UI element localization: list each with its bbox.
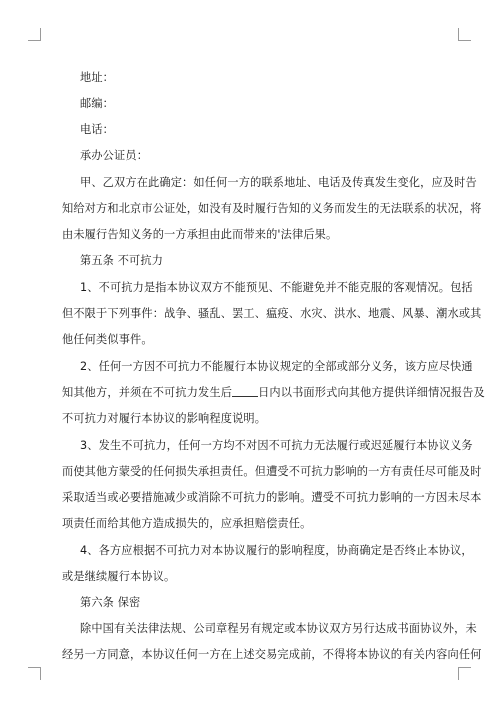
clause-line: 不可抗力对履行本协议的影响程度说明。 — [62, 412, 267, 425]
clause-line: 3、发生不可抗力，任何一方均不对因不可抗力无法履行或迟延履行本协议义务 — [80, 439, 473, 452]
clause-line: 他任何类似事件。 — [62, 333, 153, 346]
notice-line: 由未履行告知义务的一方承担由此而带来的'法律后果。 — [62, 228, 338, 241]
blank-underline — [232, 385, 258, 397]
article6-title: 第六条 保密 — [80, 596, 141, 609]
address-label: 地址： — [80, 71, 115, 84]
crop-mark-bottom-right — [458, 667, 471, 680]
clause-line — [62, 379, 485, 407]
clause-line: 项责任而给其他方造成损失的，应承担赔偿责任。 — [62, 517, 312, 530]
article5-title: 第五条 不可抗力 — [80, 254, 164, 267]
clause-line: 1、不可抗力是指本协议双方不能预见、不能避免并不能克服的客观情况。包括 — [80, 281, 473, 294]
crop-mark-top-right — [458, 28, 471, 41]
clause-line: 但不限于下列事件：战争、骚乱、罢工、瘟疫、水灾、洪水、地震、风暴、潮水或其 — [62, 307, 482, 320]
notice-line: 甲、乙双方在此确定：如任何一方的联系地址、电话及传真发生变化，应及时告 — [80, 176, 477, 189]
clause-line: 除中国有关法律法规、公司章程另有规定或本协议双方另行达成书面协议外，未 — [80, 622, 477, 635]
clause-line: 采取适当或必要措施减少或消除不可抗力的影响。遭受不可抗力影响的一方因未尽本 — [62, 491, 482, 504]
crop-mark-top-left — [28, 28, 41, 41]
notary-label: 承办公证员： — [80, 149, 149, 162]
clause-line: 经另一方同意，本协议任何一方在上述交易完成前，不得将本协议的有关内容向任何 — [62, 648, 482, 661]
clause-line: 2、任何一方因不可抗力不能履行本协议规定的全部或部分义务，该方应尽快通 — [80, 360, 473, 373]
phone-label: 电话： — [80, 123, 115, 136]
clause-text: 日内以书面形式向其他方提供详细情况报告及 — [258, 386, 485, 399]
clause-line: 或是继续履行本协议。 — [62, 570, 176, 583]
clause-line: 4、各方应根据不可抗力对本协议履行的影响程度，协商确定是否终止本协议， — [80, 544, 473, 557]
postcode-label: 邮编： — [80, 97, 115, 110]
clause-line: 而使其他方蒙受的任何损失承担责任。但遭受不可抗力影响的一方有责任尽可能及时 — [62, 465, 482, 478]
clause-text: 知其他方，并须在不可抗力发生后 — [62, 386, 233, 399]
crop-mark-bottom-left — [28, 667, 41, 680]
notice-line: 知给对方和北京市公证处，如没有及时履行告知的义务而发生的无法联系的状况，将 — [62, 202, 482, 215]
